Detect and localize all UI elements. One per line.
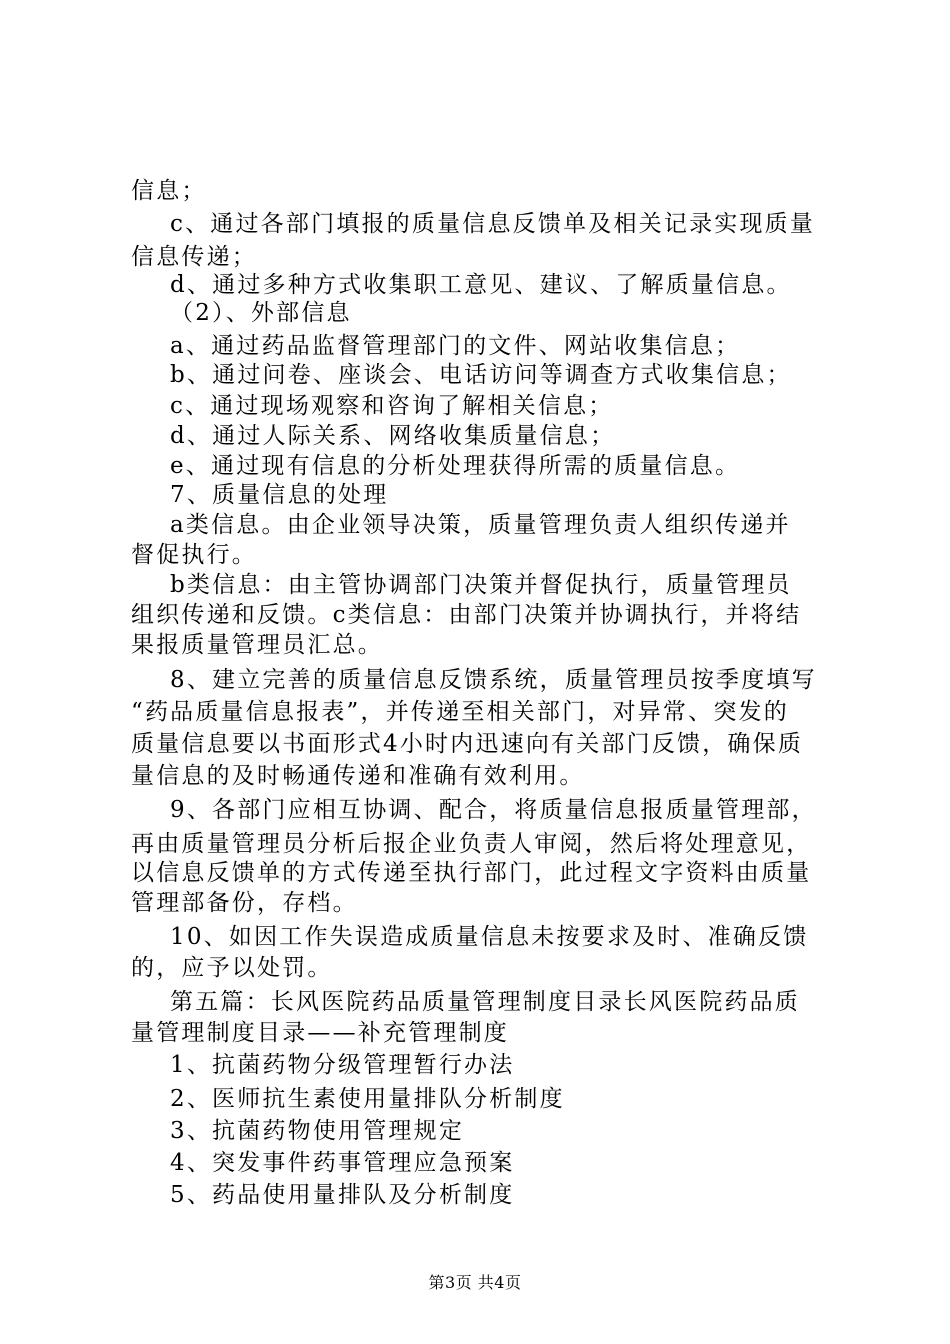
text-line: 信息传递； (131, 244, 257, 270)
list-item: 1、抗菌药物分级管理暂行办法 (170, 1052, 515, 1078)
section-heading: 第五篇：长风医院药品质量管理制度目录长风医院药品质 (170, 989, 800, 1015)
text-line: a类信息。由企业领导决策，质量管理负责人组织传递并 (170, 512, 791, 538)
text-line: 质量信息要以书面形式4小时内迅速向有关部门反馈，确保质 (131, 731, 804, 757)
text-line: 果报质量管理员汇总。 (131, 632, 383, 658)
text-line: b、通过问卷、座谈会、电话访问等调查方式收集信息； (170, 362, 792, 388)
text-line: b类信息：由主管协调部门决策并督促执行，质量管理员 (170, 572, 792, 598)
text-line: “药品质量信息报表”，并传递至相关部门，对异常、突发的 (131, 699, 789, 725)
text-line: c、通过现场观察和咨询了解相关信息； (170, 393, 614, 419)
text-line: e、通过现有信息的分析处理获得所需的质量信息。 (170, 453, 741, 479)
text-line: 10、如因工作失误造成质量信息未按要求及时、准确反馈 (170, 924, 809, 950)
text-line: 量管理制度目录——补充管理制度 (131, 1020, 509, 1046)
text-line: 9、各部门应相互协调、配合，将质量信息报质量管理部， (170, 797, 817, 823)
text-line: d、通过多种方式收集职工意见、建议、了解质量信息。 (170, 272, 792, 298)
text-line: 组织传递和反馈。c类信息：由部门决策并协调执行，并将结 (131, 602, 802, 628)
text-line: 的，应予以处罚。 (131, 955, 333, 981)
text-line: 督促执行。 (131, 542, 257, 568)
list-item: 4、突发事件药事管理应急预案 (170, 1150, 515, 1176)
text-line: 量信息的及时畅通传递和准确有效利用。 (131, 763, 585, 789)
text-line: 以信息反馈单的方式传递至执行部门，此过程文字资料由质量 (131, 860, 812, 886)
text-line: d、通过人际关系、网络收集质量信息； (170, 423, 616, 449)
list-item: 2、医师抗生素使用量排队分析制度 (170, 1086, 565, 1112)
text-line: 信息； (131, 178, 207, 204)
text-line: c、通过各部门填报的质量信息反馈单及相关记录实现质量 (170, 211, 816, 237)
list-item: 5、药品使用量排队及分析制度 (170, 1182, 515, 1208)
page-number-footer: 第3页 共4页 (428, 1273, 522, 1292)
text-line: 再由质量管理员分析后报企业负责人审阅，然后将处理意见， (131, 831, 812, 857)
text-line: （2）、外部信息 (170, 300, 352, 326)
text-line: 8、建立完善的质量信息反馈系统，质量管理员按季度填写 (170, 667, 817, 693)
section-heading: 7、质量信息的处理 (170, 482, 389, 508)
text-line: 管理部备份，存档。 (131, 890, 358, 916)
text-line: a、通过药品监督管理部门的文件、网站收集信息； (170, 333, 741, 359)
list-item: 3、抗菌药物使用管理规定 (170, 1118, 465, 1144)
